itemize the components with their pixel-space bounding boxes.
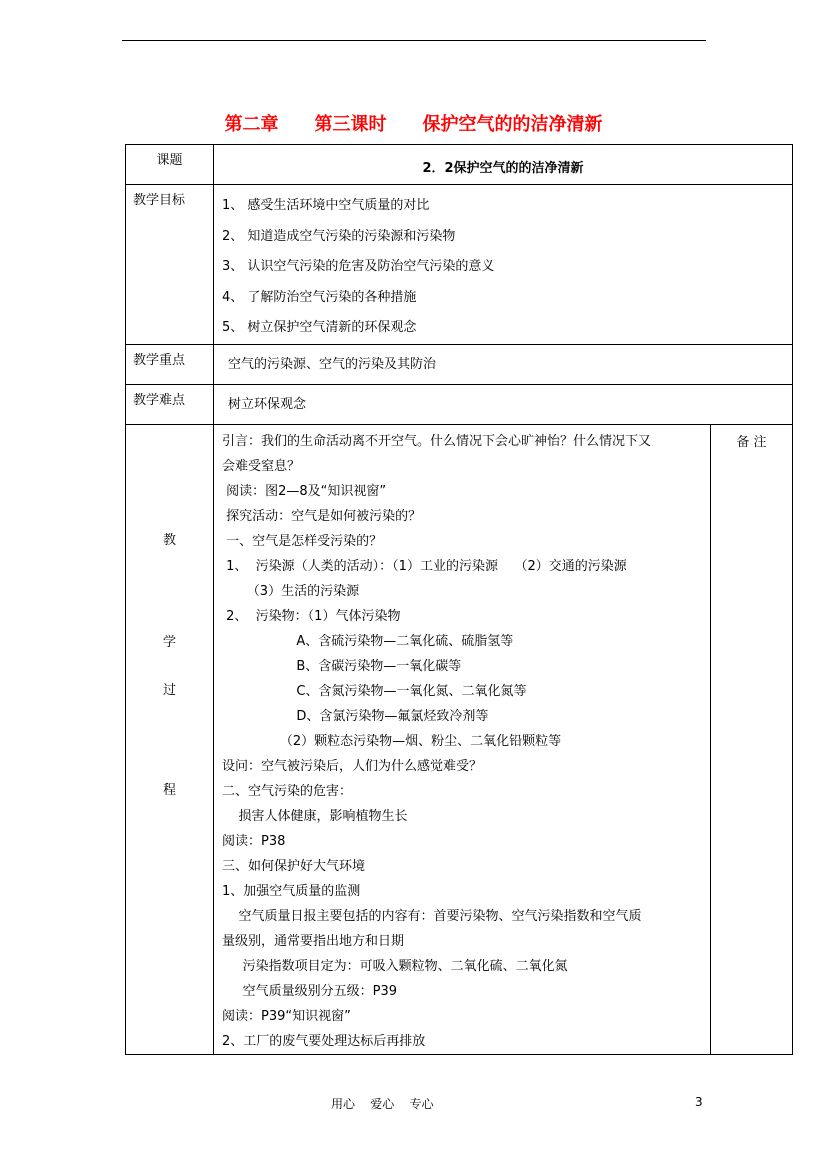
process-line: （3）生活的污染源	[222, 584, 360, 599]
process-line: 空气质量日报主要包括的内容有：首要污染物、空气污染指数和空气质	[222, 909, 642, 924]
goals-list	[214, 185, 793, 345]
goal-item: 1、 感受生活环境中空气质量的对比	[222, 198, 430, 213]
header-rule	[122, 40, 706, 41]
process-line: （2）颗粒态污染物—烟、粉尘、二氧化铅颗粒等	[222, 734, 562, 749]
goal-item: 4、 了解防治空气污染的各种措施	[222, 289, 417, 305]
process-line: 会难受窒息？	[222, 459, 301, 474]
document-title: 第二章 第三课时 保护空气的的洁净清新	[224, 114, 603, 135]
topic-value: 2．2保护空气的的洁净清新	[214, 145, 793, 185]
key-value: 空气的污染源、空气的污染及其防治	[214, 345, 793, 385]
difficulty-label: 教学难点	[126, 385, 214, 425]
process-line: 设问：空气被污染后，人们为什么感觉难受？	[222, 759, 483, 774]
key-label: 教学重点	[126, 345, 214, 385]
topic-label: 课题	[126, 145, 214, 185]
process-line: 空气质量级别分五级：P39	[222, 984, 398, 999]
notes-label: 备 注	[711, 425, 793, 1055]
process-line: 引言：我们的生命活动离不开空气。什么情况下会心旷神怡？什么情况下又	[222, 434, 652, 449]
goals-row	[126, 185, 793, 345]
goal-item: 3、 认识空气污染的危害及防治空气污染的意义	[222, 259, 495, 274]
process-line: 阅读：P39“知识视窗”	[222, 1009, 351, 1024]
difficulty-row	[126, 385, 793, 425]
key-row	[126, 345, 793, 385]
process-line: 三、如何保护好大气环境	[222, 859, 366, 874]
goals-label: 教学目标	[126, 185, 214, 345]
process-label	[126, 425, 214, 1055]
process-line: 阅读：P38	[222, 834, 286, 849]
process-line: 量级别，通常要指出地方和日期	[222, 934, 405, 949]
process-line: D、含氯污染物—氟氯烃致冷剂等	[222, 709, 489, 724]
process-line: 损害人体健康，影响植物生长	[222, 809, 408, 824]
goal-item: 2、 知道造成空气污染的污染源和污染物	[222, 228, 456, 244]
process-line: A、含硫污染物—二氧化硫、硫脂氢等	[222, 634, 514, 649]
process-line: 1、 污染源（人类的活动）：（1）工业的污染源 （2）交通的污染源	[222, 559, 627, 574]
process-line: 一、空气是怎样受污染的？	[222, 534, 383, 549]
process-line: 2、工厂的废气要处理达标后再排放	[222, 1034, 426, 1049]
process-line: C、含氮污染物—一氧化氮、二氧化氮等	[222, 684, 527, 699]
process-char: 程	[162, 783, 176, 798]
process-row	[126, 425, 793, 1055]
footer-mottos: 用心 爱心 专心	[331, 1097, 434, 1111]
process-content	[214, 425, 711, 1055]
page-number: 3	[695, 1095, 703, 1109]
process-line: 2、 污染物：（1）气体污染物	[222, 609, 401, 624]
process-line: 二、空气污染的危害：	[222, 784, 353, 799]
process-line: B、含碳污染物—一氧化碳等	[222, 659, 462, 674]
goal-item: 5、 树立保护空气清新的环保观念	[222, 320, 417, 335]
lesson-plan-table	[125, 144, 793, 1055]
difficulty-value: 树立环保观念	[214, 385, 793, 425]
process-line: 阅读：图2—8及“知识视窗”	[222, 484, 387, 499]
process-line: 探究活动：空气是如何被污染的？	[222, 509, 422, 524]
topic-row	[126, 145, 793, 185]
process-line: 1、加强空气质量的监测	[222, 884, 361, 899]
process-char: 教	[162, 533, 176, 548]
process-char: 过	[162, 683, 176, 698]
process-char: 学	[162, 635, 176, 650]
process-line: 污染指数项目定为：可吸入颗粒物、二氧化硫、二氧化氮	[222, 959, 568, 974]
